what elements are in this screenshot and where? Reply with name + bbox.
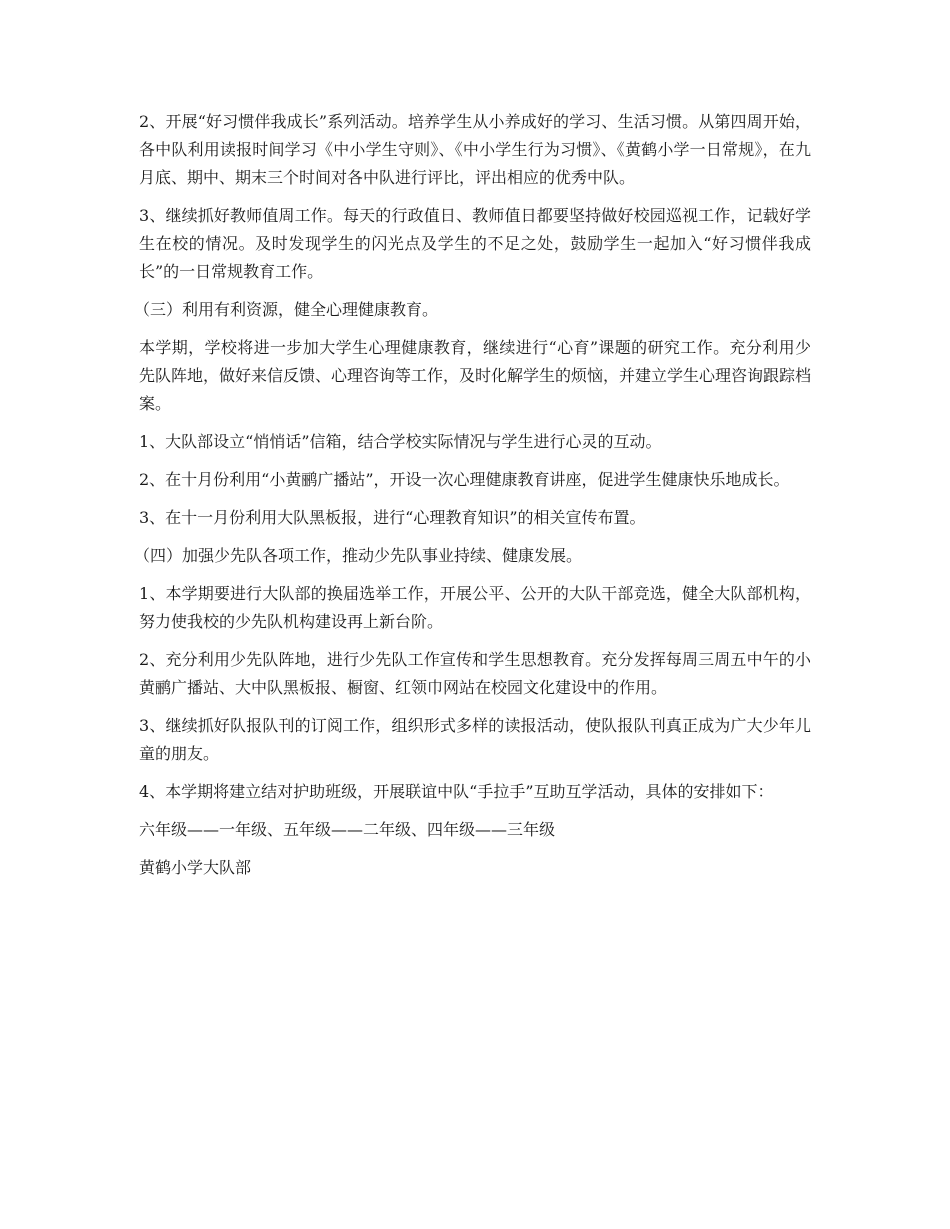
signature-line: 黄鹤小学大队部 (139, 858, 252, 877)
paragraph-blackboard: 3、在十一月份利用大队黑板报，进行“心理教育知识”的相关宣传布置。 (139, 508, 646, 527)
paragraph-good-habits-activity: 2、开展“好习惯伴我成长”系列活动。培养学生从小养成好的学习、生活习惯。从第四周开始，各中队利用读报时间学习《中小学生守则》、《中小学生行为习惯》、《黄鹤小学一日常规》，在九月底、期中、期末三个时间对各中队进行评比，评出相应的优秀中队。 (139, 112, 811, 187)
paragraph-publicity: 2、充分利用少先队阵地，进行少先队工作宣传和学生思想教育。充分发挥每周三周五中午的小黄鹂广播站、大中队黑板报、橱窗、红领巾网站在校园文化建设中的作用。 (139, 650, 811, 697)
section-heading-young-pioneers: （四）加强少先队各项工作，推动少先队事业持续、健康发展。 (134, 546, 583, 565)
paragraph-mental-health-intro: 本学期，学校将进一步加大学生心理健康教育，继续进行“心育”课题的研究工作。充分利用少先队阵地，做好来信反馈、心理咨询等工作，及时化解学生的烦恼，并建立学生心理咨询跟踪档案。 (139, 338, 812, 413)
paragraph-hand-in-hand: 4、本学期将建立结对护助班级，开展联谊中队“手拉手”互助互学活动，具体的安排如下： (139, 782, 774, 801)
paragraph-teacher-duty: 3、继续抓好教师值周工作。每天的行政值日、教师值日都要坚持做好校园巡视工作，记载好学生在校的情况。及时发现学生的闪光点及学生的不足之处，鼓励学生一起加入“好习惯伴我成长”的一日常规教育工作。 (139, 206, 811, 281)
paragraph-grade-pairing: 六年级——一年级、五年级——二年级、四年级——三年级 (139, 820, 556, 839)
paragraph-broadcast-lecture: 2、在十月份利用“小黄鹂广播站”，开设一次心理健康教育讲座，促进学生健康快乐地成长。 (139, 470, 790, 489)
document-body (134, 108, 812, 892)
paragraph-newspaper-subscription: 3、继续抓好队报队刊的订阅工作，组织形式多样的读报活动，使队报队刊真正成为广大少年儿童的朋友。 (139, 716, 811, 763)
paragraph-election: 1、本学期要进行大队部的换届选举工作，开展公平、公开的大队干部竞选，健全大队部机构，努力使我校的少先队机构建设再上新台阶。 (139, 584, 811, 631)
paragraph-whisper-mailbox: 1、大队部设立“悄悄话”信箱，结合学校实际情况与学生进行心灵的互动。 (139, 432, 662, 451)
section-heading-mental-health: （三）利用有利资源，健全心理健康教育。 (134, 300, 439, 319)
